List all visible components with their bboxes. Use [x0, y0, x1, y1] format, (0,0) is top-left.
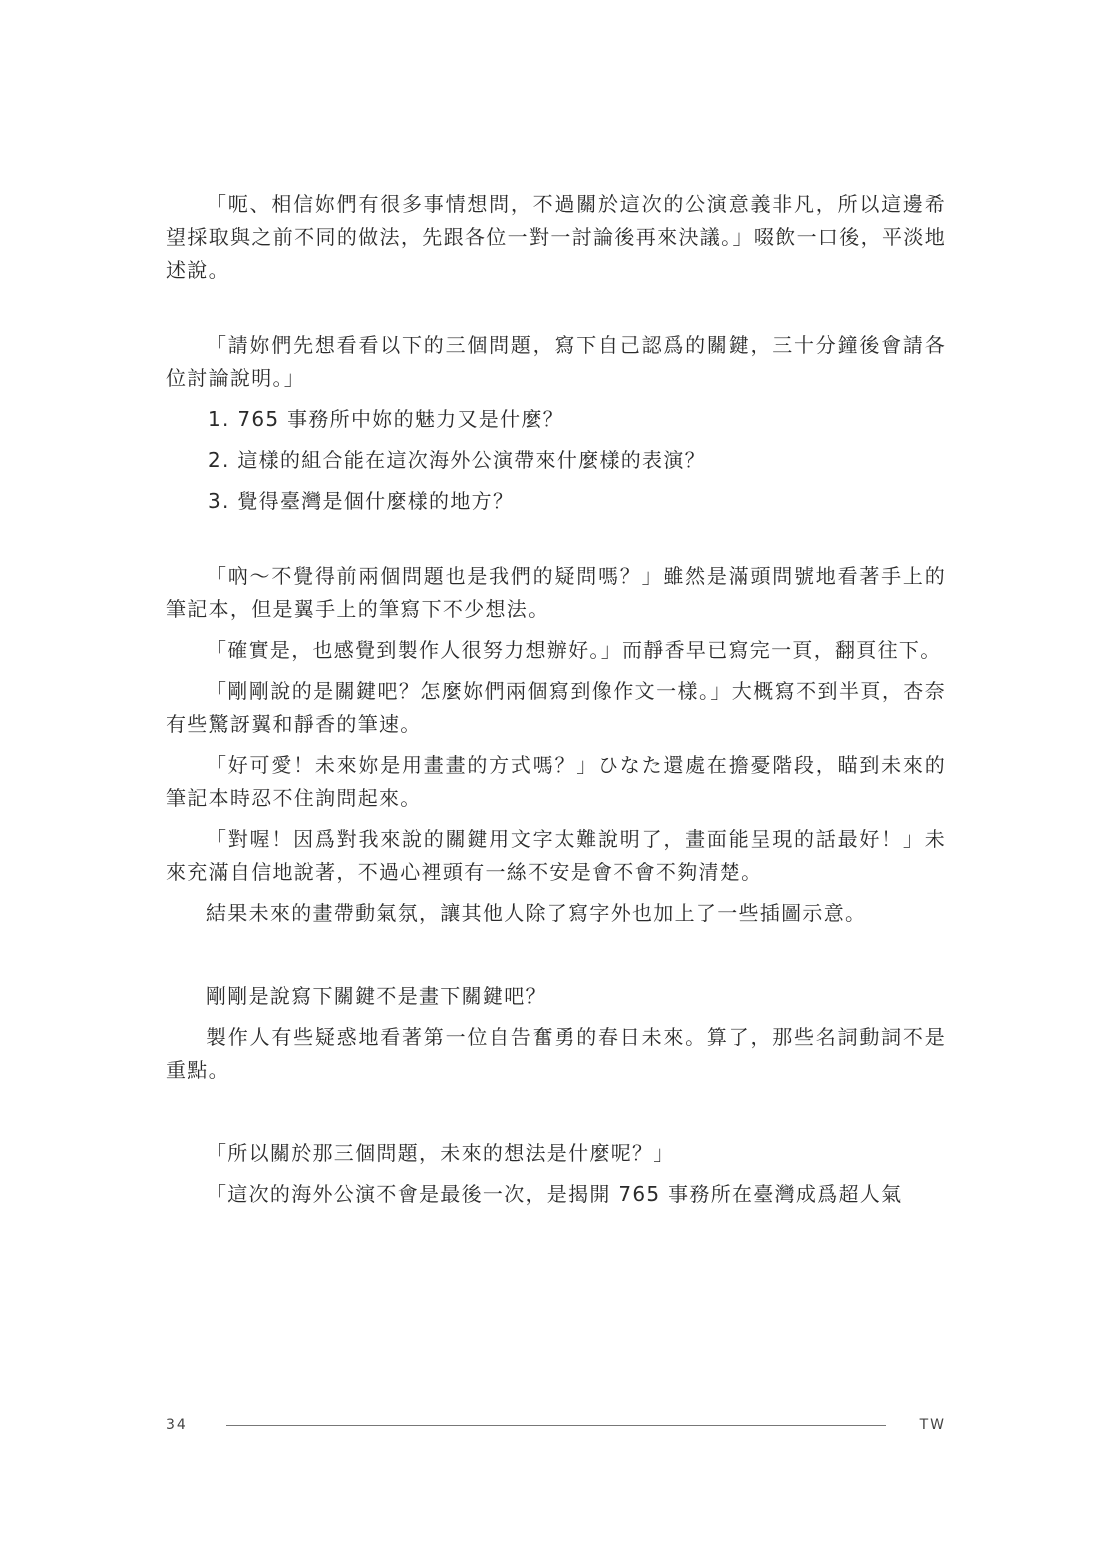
paragraph: 「吶～不覺得前兩個問題也是我們的疑問嗎？」雖然是滿頭問號地看著手上的筆記本，但是翼手上的筆寫下不少想法。	[166, 564, 946, 621]
footer-divider	[226, 1425, 886, 1426]
page-body	[166, 188, 946, 1219]
paragraph: 「這次的海外公演不會是最後一次，是揭開 765 事務所在臺灣成爲超人氣	[206, 1182, 903, 1206]
list-item: 1. 765 事務所中妳的魅力又是什麼？	[208, 407, 564, 431]
list-item: 3. 覺得臺灣是個什麼樣的地方？	[208, 489, 515, 513]
list-item: 2. 這樣的組合能在這次海外公演帶來什麼樣的表演？	[208, 448, 706, 472]
paragraph: 「剛剛說的是關鍵吧？怎麼妳們兩個寫到像作文一樣。」大概寫不到半頁，杏奈有些驚訝翼和靜香的筆速。	[166, 679, 946, 736]
paragraph: 「對喔！因爲對我來說的關鍵用文字太難說明了，畫面能呈現的話最好！」未來充滿自信地說著，不過心裡頭有一絲不安是會不會不夠清楚。	[166, 827, 946, 884]
footer-region-label: TW	[919, 1417, 946, 1433]
paragraph: 結果未來的畫帶動氣氛，讓其他人除了寫字外也加上了一些插圖示意。	[206, 901, 867, 925]
paragraph: 「確實是，也感覺到製作人很努力想辦好。」而靜香早已寫完一頁，翻頁往下。	[206, 638, 942, 662]
paragraph: 「請妳們先想看看以下的三個問題，寫下自己認爲的關鍵，三十分鐘後會請各位討論說明。」	[166, 333, 946, 390]
paragraph: 製作人有些疑惑地看著第一位自告奮勇的春日未來。算了，那些名詞動詞不是重點。	[166, 1025, 946, 1082]
paragraph: 「所以關於那三個問題，未來的想法是什麼呢？」	[206, 1141, 675, 1165]
paragraph: 剛剛是說寫下關鍵不是畫下關鍵吧？	[206, 984, 547, 1008]
page-number: 34	[166, 1417, 188, 1433]
paragraph: 「呃、相信妳們有很多事情想問，不過關於這次的公演意義非凡，所以這邊希望採取與之前不同的做法，先跟各位一對一討論後再來決議。」啜飲一口後，平淡地述說。	[166, 192, 946, 282]
paragraph: 「好可愛！未來妳是用畫畫的方式嗎？」ひなた還處在擔憂階段，瞄到未來的筆記本時忍不住詢問起來。	[166, 753, 946, 810]
page-footer	[166, 1412, 946, 1438]
